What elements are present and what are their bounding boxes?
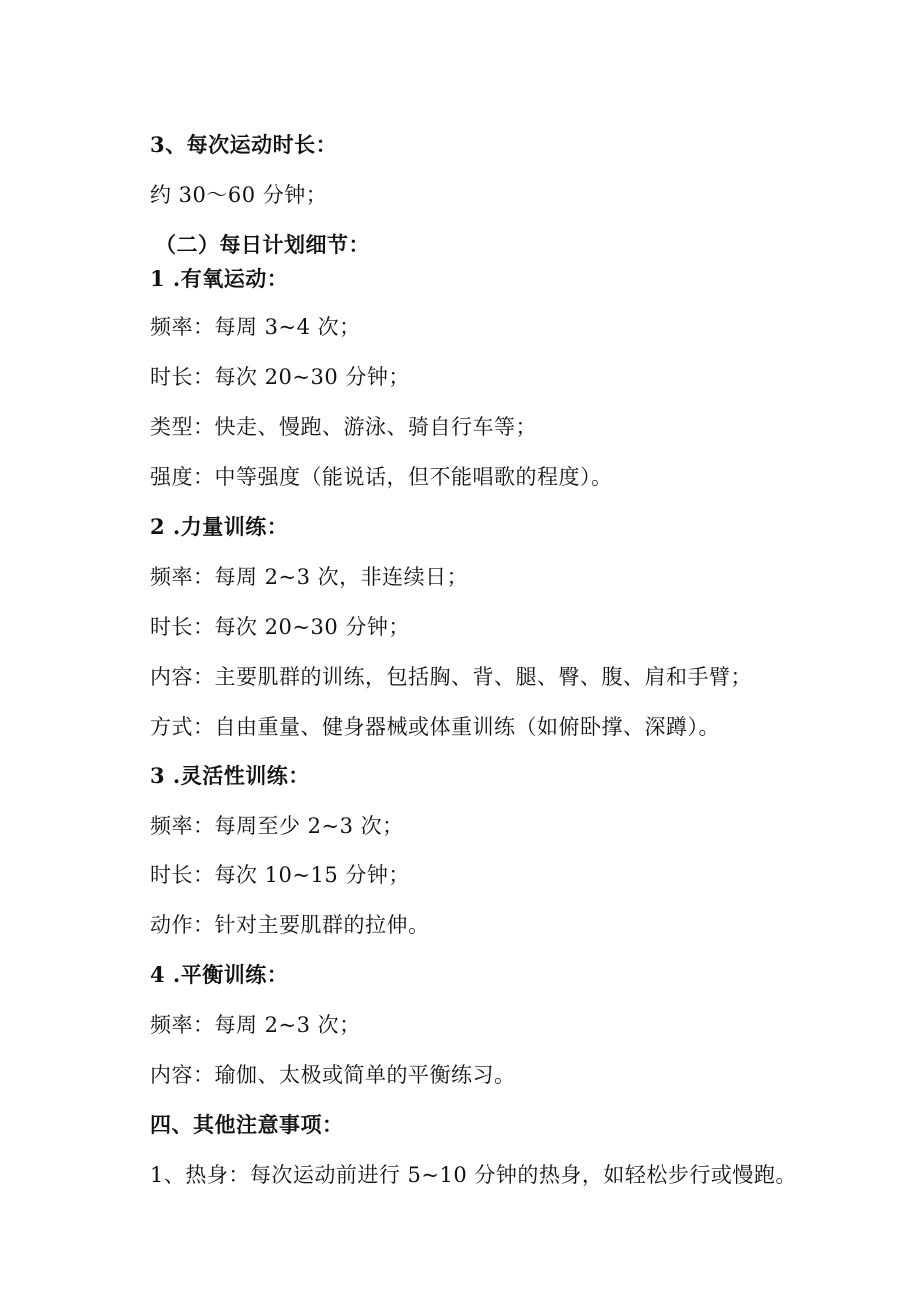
paragraph-warmup: 1、热身：每次运动前进行 5~10 分钟的热身，如轻松步行或慢跑。 (150, 1163, 797, 1187)
subheading-flexibility: 3 .灵活性训练： (150, 763, 310, 788)
subheading-aerobic: 1 .有氧运动： (150, 266, 289, 291)
subheading-strength: 2 .力量训练： (150, 514, 289, 539)
paragraph-strength-content: 内容：主要肌群的训练，包括胸、背、腿、臀、腹、肩和手臂； (150, 665, 752, 689)
paragraph-balance-frequency: 频率：每周 2~3 次； (150, 1013, 361, 1037)
paragraph-aerobic-type: 类型：快走、慢跑、游泳、骑自行车等； (150, 415, 537, 439)
paragraph-duration-value: 约 30～60 分钟； (150, 183, 328, 207)
paragraph-strength-frequency: 频率：每周 2~3 次，非连续日； (150, 565, 469, 589)
paragraph-flexibility-duration: 时长：每次 10~15 分钟； (150, 863, 410, 887)
paragraph-aerobic-duration: 时长：每次 20~30 分钟； (150, 365, 410, 389)
paragraph-aerobic-frequency: 频率：每周 3~4 次； (150, 315, 361, 339)
paragraph-flexibility-frequency: 频率：每周至少 2~3 次； (150, 814, 404, 838)
subheading-balance: 4 .平衡训练： (150, 962, 289, 987)
paragraph-strength-duration: 时长：每次 20~30 分钟； (150, 615, 410, 639)
paragraph-balance-content: 内容：瑜伽、太极或简单的平衡练习。 (150, 1063, 516, 1087)
paragraph-aerobic-intensity: 强度：中等强度（能说话，但不能唱歌的程度）。 (150, 465, 613, 489)
paragraph-flexibility-action: 动作：针对主要肌群的拉伸。 (150, 913, 430, 937)
section-heading-daily-plan: （二）每日计划细节： (155, 232, 370, 257)
section-heading-notes: 四、其他注意事项： (150, 1112, 344, 1137)
section-heading-duration: 3、每次运动时长： (150, 132, 338, 157)
paragraph-strength-method: 方式：自由重量、健身器械或体重训练（如俯卧撑、深蹲）。 (150, 715, 720, 739)
